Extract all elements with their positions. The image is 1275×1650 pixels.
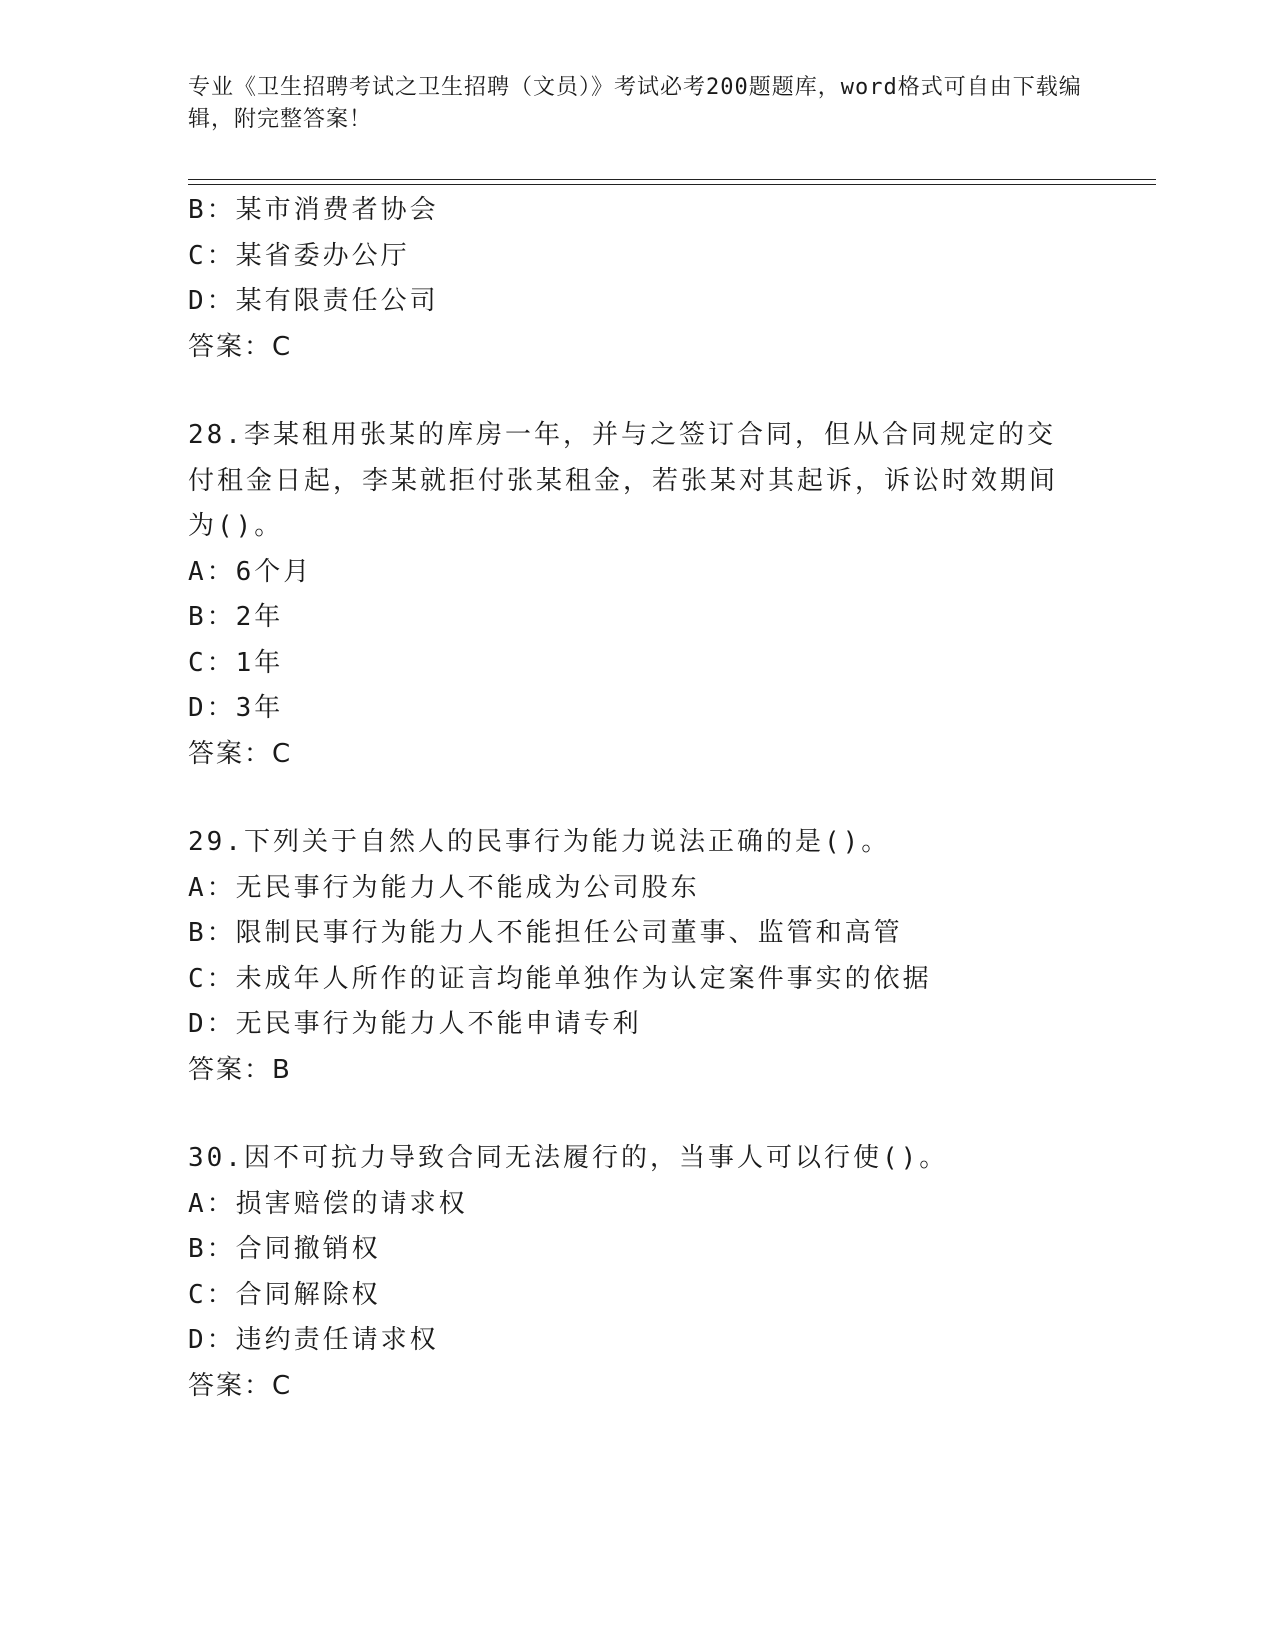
option-c: C：合同解除权 xyxy=(188,1279,381,1310)
option-a: A：损害赔偿的请求权 xyxy=(188,1188,468,1219)
question-text: 28.李某租用张某的库房一年，并与之签订合同，但从合同规定的交付租金日起，李某就拒付张某租金，若张某对其起诉，诉讼时效期间为()。 xyxy=(188,420,1059,541)
option-b: B：某市消费者协会 xyxy=(188,195,439,225)
option-a: A：无民事行为能力人不能成为公司股东 xyxy=(188,872,700,903)
question-text: 29.下列关于自然人的民事行为能力说法正确的是()。 xyxy=(188,827,891,857)
answer-line: 答案：C xyxy=(188,738,293,769)
option-c: C：某省委办公厅 xyxy=(188,240,410,271)
question-list xyxy=(188,188,1088,1409)
question-text: 30.因不可抗力导致合同无法履行的，当事人可以行使()。 xyxy=(188,1143,949,1173)
answer-line: 答案：C xyxy=(188,331,293,362)
header-rule-top xyxy=(188,179,1156,180)
answer-line: 答案：B xyxy=(188,1054,292,1085)
option-c: C：未成年人所作的证言均能单独作为认定案件事实的依据 xyxy=(188,963,932,994)
option-d: D：某有限责任公司 xyxy=(188,286,439,316)
option-c: C：1年 xyxy=(188,647,284,678)
header-rule-bottom xyxy=(188,184,1156,185)
answer-line: 答案：C xyxy=(188,1370,293,1401)
option-d: D：违约责任请求权 xyxy=(188,1325,439,1355)
option-b: B：限制民事行为能力人不能担任公司董事、监管和高管 xyxy=(188,918,903,948)
option-a: A：6个月 xyxy=(188,556,313,587)
document-header: 专业《卫生招聘考试之卫生招聘（文员）》考试必考200题题库，word格式可自由下载编辑，附完整答案！ xyxy=(188,75,1082,132)
option-b: B：2年 xyxy=(188,602,284,632)
question-block-30 xyxy=(188,1136,1088,1409)
option-d: D：无民事行为能力人不能申请专利 xyxy=(188,1009,642,1039)
option-d: D：3年 xyxy=(188,693,284,723)
question-block-28 xyxy=(188,413,1088,777)
question-block-27 xyxy=(188,188,1088,370)
option-b: B：合同撤销权 xyxy=(188,1234,381,1264)
question-block-29 xyxy=(188,820,1088,1093)
